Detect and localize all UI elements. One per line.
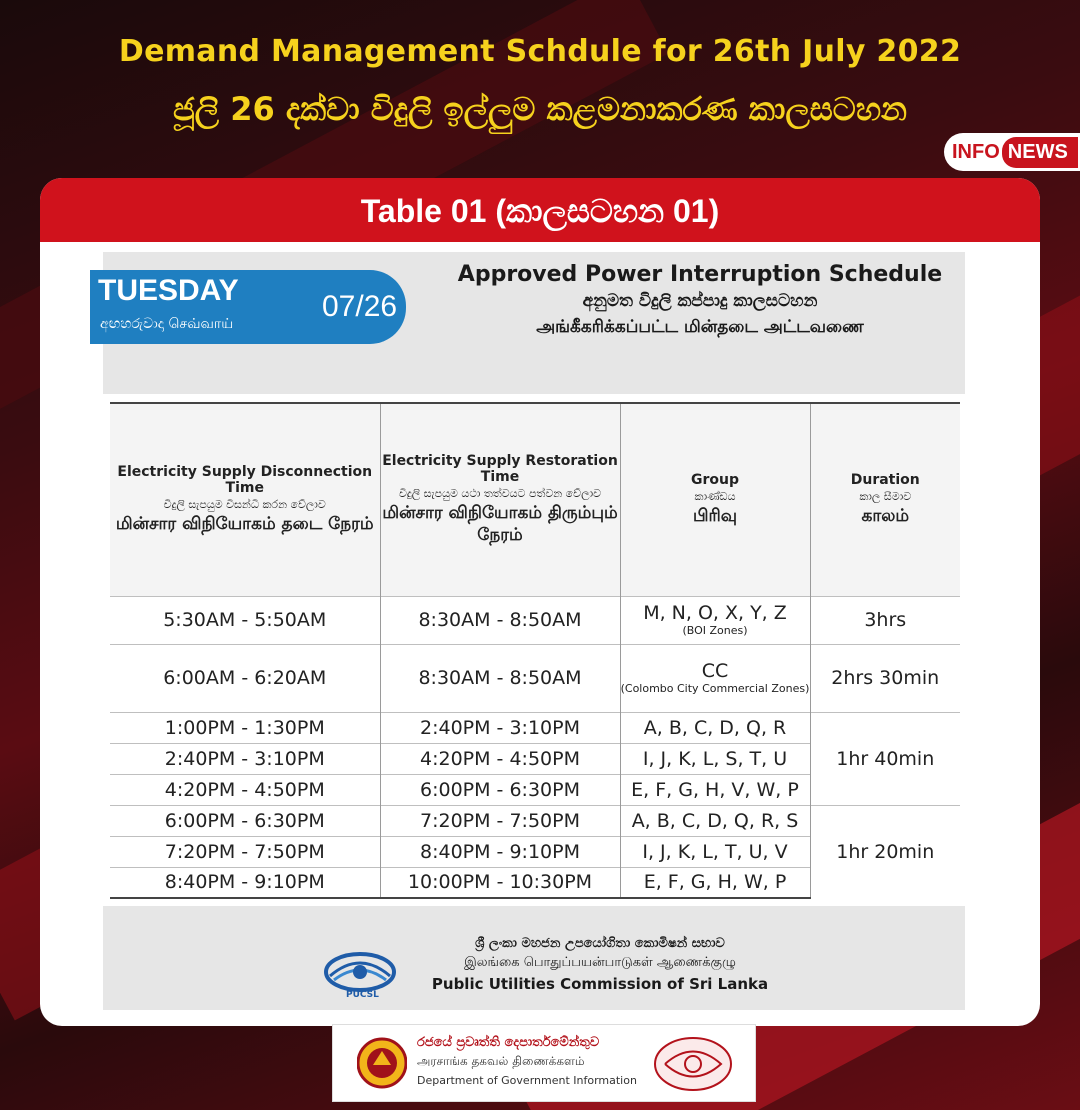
disconnect-cell: 5:30AM - 5:50AM (110, 596, 380, 644)
table-row (110, 644, 960, 712)
header-disconnect: Electricity Supply Disconnection Time විදුලි සැපයුම විසන්ධි කරන වේලාව மின்சார விநியோகம் தடை நேரம் (110, 403, 380, 596)
disconnect-cell: 7:20PM - 7:50PM (110, 836, 380, 867)
schedule-table (110, 402, 960, 899)
schedule-title-en: Approved Power Interruption Schedule (457, 262, 943, 287)
commission-name (410, 936, 790, 993)
restore-cell: 8:30AM - 8:50AM (380, 644, 620, 712)
table-row (110, 712, 960, 743)
table-row (110, 805, 960, 836)
group-cell: A, B, C, D, Q, R, S (620, 805, 810, 836)
infonews-logo (944, 133, 1080, 171)
department-si: රජයේ ප්‍රවෘත්ති දෙපාර්තමේන්තුව (417, 1035, 600, 1050)
department-text (417, 1035, 647, 1087)
restore-cell: 6:00PM - 6:30PM (380, 774, 620, 805)
duration-cell: 1hr 40min (810, 712, 960, 805)
table-header-row (110, 403, 960, 596)
disconnect-cell: 4:20PM - 4:50PM (110, 774, 380, 805)
department-ta: அரசாங்க தகவல் திணைக்களம் (417, 1054, 585, 1068)
group-cell: E, F, G, H, W, P (620, 867, 810, 898)
commission-si: ශ්‍රී ලංකා මහජන උපයෝගිතා කොමිෂන් සභාව (475, 936, 725, 951)
title-sinhala: ජූලි 26 දක්වා විදුලි ඉල්ලුම කළමනාකරණ කාලසටහන (173, 90, 907, 128)
group-cell: M, N, O, X, Y, Z (BOI Zones) (620, 596, 810, 644)
sri-lanka-emblem-icon (357, 1035, 407, 1091)
group-cell: I, J, K, L, T, U, V (620, 836, 810, 867)
day-date: 07/26 (322, 290, 398, 323)
restore-cell: 8:40PM - 9:10PM (380, 836, 620, 867)
restore-cell: 10:00PM - 10:30PM (380, 867, 620, 898)
restore-cell: 8:30AM - 8:50AM (380, 596, 620, 644)
group-cell: CC (Colombo City Commercial Zones) (620, 644, 810, 712)
restore-cell: 7:20PM - 7:50PM (380, 805, 620, 836)
duration-cell: 1hr 20min (810, 805, 960, 898)
disconnect-cell: 8:40PM - 9:10PM (110, 867, 380, 898)
disconnect-cell: 1:00PM - 1:30PM (110, 712, 380, 743)
schedule-title-ta: அங்கீகரிக்கப்பட்ட மின்தடை அட்டவணை (536, 317, 864, 337)
group-cell: A, B, C, D, Q, R (620, 712, 810, 743)
schedule-title-si: අනුමත විදුලි කප්පාදු කාලසටහන (582, 291, 818, 311)
header-restore: Electricity Supply Restoration Time විදුලි සැපයුම යථා තත්වයට පත්වන වේලාව மின்சார விநியோகம் திரும்பும் நேரம் (380, 403, 620, 596)
title-english: Demand Management Schdule for 26th July 2022 (118, 34, 962, 69)
day-local: අඟහරුවාදා செவ்வாய் (100, 316, 234, 332)
brand-news: NEWS (1002, 137, 1078, 168)
header-duration: Duration කාල සීමාව காலம் (810, 403, 960, 596)
duration-cell: 3hrs (810, 596, 960, 644)
duration-cell: 2hrs 30min (810, 644, 960, 712)
group-cell: I, J, K, L, S, T, U (620, 743, 810, 774)
department-seal-icon (651, 1033, 735, 1095)
schedule-title (450, 262, 950, 339)
day-badge (90, 270, 406, 344)
header-group: Group කාණ්ඩය பிரிவு (620, 403, 810, 596)
department-en: Department of Government Information (417, 1074, 637, 1087)
group-cell: E, F, G, H, V, W, P (620, 774, 810, 805)
department-banner (332, 1024, 756, 1102)
brand-info: INFO (952, 140, 1000, 163)
day-name: TUESDAY (98, 274, 239, 307)
commission-en: Public Utilities Commission of Sri Lanka (431, 975, 769, 993)
commission-ta: இலங்கை பொதுப்பயன்பாடுகள் ஆணைக்குழு (464, 955, 736, 970)
restore-cell: 4:20PM - 4:50PM (380, 743, 620, 774)
restore-cell: 2:40PM - 3:10PM (380, 712, 620, 743)
disconnect-cell: 2:40PM - 3:10PM (110, 743, 380, 774)
disconnect-cell: 6:00AM - 6:20AM (110, 644, 380, 712)
schedule-card (40, 178, 1040, 1026)
pucsl-label: PUCSL (346, 990, 379, 1000)
table-row (110, 596, 960, 644)
card-title: Table 01 (කාලසටහන 01) (40, 178, 1040, 242)
disconnect-cell: 6:00PM - 6:30PM (110, 805, 380, 836)
